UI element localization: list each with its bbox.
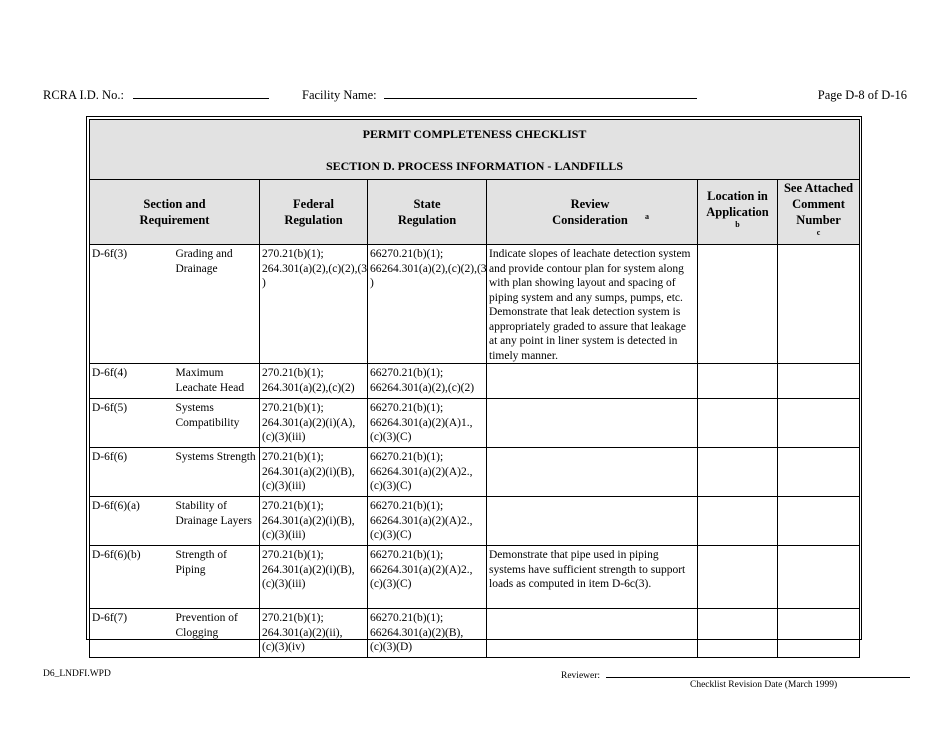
location-cell[interactable] <box>698 399 778 448</box>
federal-cell: 270.21(b)(1); 264.301(a)(2)(i)(B), (c)(3)(iii) <box>260 497 368 546</box>
comment-cell[interactable] <box>778 497 860 546</box>
location-cell[interactable] <box>698 609 778 658</box>
state-cell: 66270.21(b)(1); 66264.301(a)(2)(A)2., (c)(3)(C) <box>368 497 487 546</box>
comment-cell[interactable] <box>778 245 860 364</box>
review-cell <box>487 399 698 448</box>
col-header-federal: Federal Regulation <box>260 180 368 245</box>
requirement-cell: Systems Compatibility <box>174 399 260 448</box>
location-cell[interactable] <box>698 448 778 497</box>
rcra-id-blank[interactable] <box>133 88 269 99</box>
comment-cell[interactable] <box>778 609 860 658</box>
state-cell: 66270.21(b)(1); 66264.301(a)(2),(c)(2) <box>368 364 487 399</box>
page-number: Page D-8 of D-16 <box>817 88 907 102</box>
section-cell: D-6f(7) <box>90 609 174 658</box>
revision-date: Checklist Revision Date (March 1999) <box>690 680 838 690</box>
reviewer-blank[interactable] <box>606 669 910 678</box>
table-row <box>90 497 860 546</box>
review-cell: Demonstrate that pipe used in piping systems have sufficient strength to support loads as computed in item D-6c(3). <box>487 546 698 609</box>
review-cell <box>487 609 698 658</box>
state-cell: 66270.21(b)(1); 66264.301(a)(2)(B), (c)(3)(D) <box>368 609 487 658</box>
requirement-cell: Systems Strength <box>174 448 260 497</box>
section-cell: D-6f(6)(b) <box>90 546 174 609</box>
requirement-cell: Strength of Piping <box>174 546 260 609</box>
location-cell[interactable] <box>698 245 778 364</box>
table-row <box>90 448 860 497</box>
rcra-id-field <box>43 88 269 103</box>
section-cell: D-6f(6) <box>90 448 174 497</box>
location-cell[interactable] <box>698 497 778 546</box>
review-cell <box>487 364 698 399</box>
facility-name-label: Facility Name: <box>302 88 377 102</box>
state-cell: 66270.21(b)(1); 66264.301(a)(2)(A)1., (c)(3)(C) <box>368 399 487 448</box>
section-cell: D-6f(3) <box>90 245 174 364</box>
col-header-location: Location in Application$^b$ <box>698 180 778 245</box>
comment-cell[interactable] <box>778 448 860 497</box>
state-cell: 66270.21(b)(1); 66264.301(a)(2)(A)2., (c)(3)(C) <box>368 448 487 497</box>
col-header-review: Review Consideration $^a$ <box>487 180 698 245</box>
reviewer-label: Reviewer: <box>561 671 601 681</box>
section-cell: D-6f(5) <box>90 399 174 448</box>
location-cell[interactable] <box>698 364 778 399</box>
comment-cell[interactable] <box>778 364 860 399</box>
table-row <box>90 364 860 399</box>
table-row <box>90 399 860 448</box>
checklist-title-block <box>90 120 860 180</box>
section-title: SECTION D. PROCESS INFORMATION - LANDFILLS <box>325 158 624 173</box>
table-row <box>90 609 860 658</box>
col-header-comment: See Attached Comment Number$^c$ <box>778 180 860 245</box>
section-cell: D-6f(6)(a) <box>90 497 174 546</box>
comment-cell[interactable] <box>778 399 860 448</box>
col-header-section-requirement: Section and Requirement <box>90 180 260 245</box>
checklist-table <box>89 119 860 658</box>
comment-cell[interactable] <box>778 546 860 609</box>
federal-cell: 270.21(b)(1); 264.301(a)(2),(c)(2),(3 ) <box>260 245 368 364</box>
facility-name-field <box>302 88 697 103</box>
requirement-cell: Stability of Drainage Layers <box>174 497 260 546</box>
state-cell: 66270.21(b)(1); 66264.301(a)(2),(c)(2),(3 ) <box>368 245 487 364</box>
state-cell: 66270.21(b)(1); 66264.301(a)(2)(A)2., (c)(3)(C) <box>368 546 487 609</box>
review-cell: Indicate slopes of leachate detection system and provide contour plan for system along with plan showing layout and spacing of piping system and any sumps, pumps, etc. Demonstrate that leak detection system is appropriately graded to assure that leakage at any point in liner system is detected in timely manner. <box>487 245 698 364</box>
federal-cell: 270.21(b)(1); 264.301(a)(2)(ii), (c)(3)(iv) <box>260 609 368 658</box>
federal-cell: 270.21(b)(1); 264.301(a)(2)(i)(B), (c)(3)(iii) <box>260 546 368 609</box>
federal-cell: 270.21(b)(1); 264.301(a)(2)(i)(A), (c)(3)(iii) <box>260 399 368 448</box>
checklist-title: PERMIT COMPLETENESS CHECKLIST <box>362 127 587 141</box>
table-row <box>90 546 860 609</box>
requirement-cell: Grading and Drainage <box>174 245 260 364</box>
review-cell <box>487 497 698 546</box>
table-row <box>90 245 860 364</box>
requirement-cell: Prevention of Clogging <box>174 609 260 658</box>
col-header-state: State Regulation <box>368 180 487 245</box>
requirement-cell: Maximum Leachate Head <box>174 364 260 399</box>
checklist-frame <box>86 116 862 653</box>
rcra-id-label: RCRA I.D. No.: <box>43 88 124 102</box>
location-cell[interactable] <box>698 546 778 609</box>
section-cell: D-6f(4) <box>90 364 174 399</box>
federal-cell: 270.21(b)(1); 264.301(a)(2),(c)(2) <box>260 364 368 399</box>
file-name: D6_LNDFI.WPD <box>43 669 111 679</box>
facility-name-blank[interactable] <box>384 88 697 99</box>
review-cell <box>487 448 698 497</box>
federal-cell: 270.21(b)(1); 264.301(a)(2)(i)(B), (c)(3)(iii) <box>260 448 368 497</box>
